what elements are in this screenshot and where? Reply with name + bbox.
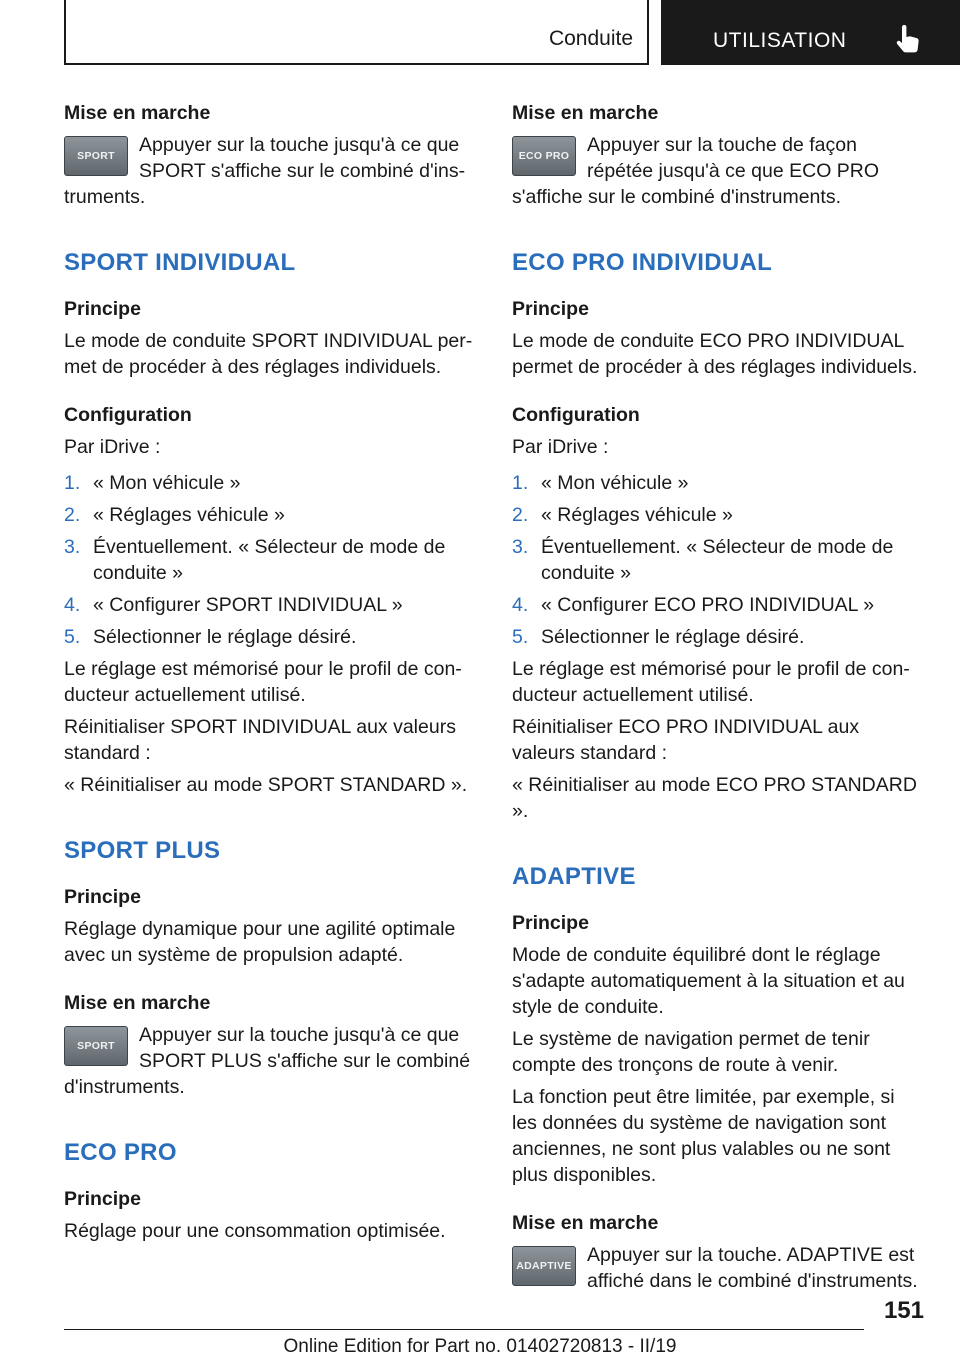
eco-pro-switch-on-text: Appuyer sur la touche de façon répétée jusqu'à ce que ECO PRO s'affiche sur le combiné d'instruments. xyxy=(512,134,880,208)
adaptive-limitation-text: La fonction peut être limitée, par exemple, si les données du système de navigation sont anciennes, ne sont plus valables ou ne sont plus disponibles. xyxy=(512,1086,895,1186)
sport-individual-principle-text: Le mode de conduite SPORT INDIVIDUAL permet de procéder à des réglages individuels. xyxy=(64,330,473,378)
eco-pro-button: ECO PRO xyxy=(512,136,576,176)
sport-reset-intro: Réinitialiser SPORT INDIVIDUAL aux valeurs standard : xyxy=(64,716,456,764)
list-item: 5. Sélectionner le réglage désiré. xyxy=(64,626,357,648)
heading-configuration-eco-pro: Configuration xyxy=(512,404,640,426)
section-title-eco-pro: ECO PRO xyxy=(64,1139,177,1166)
page-header xyxy=(64,0,960,65)
pointing-hand-icon xyxy=(895,25,921,55)
sport-button: SPORT xyxy=(64,1026,128,1066)
list-item: 1. « Mon véhicule » xyxy=(512,472,689,494)
section-title-adaptive: ADAPTIVE xyxy=(512,863,636,890)
config-intro-sport: Par iDrive : xyxy=(64,436,161,458)
eco-pro-reset-menu: « Réinitialiser au mode ECO PRO STANDARD ». xyxy=(512,774,917,822)
heading-principe-adaptive: Principe xyxy=(512,912,589,934)
adaptive-button: ADAPTIVE xyxy=(512,1246,576,1286)
heading-mise-en-marche-adaptive: Mise en marche xyxy=(512,1212,659,1234)
adaptive-navigation-text: Le système de navigation permet de tenir compte des tronçons de route à venir. xyxy=(512,1028,870,1076)
eco-pro-switch-on-block xyxy=(512,132,922,210)
heading-mise-en-marche-sport-plus: Mise en marche xyxy=(64,992,211,1014)
header-chapter-box xyxy=(661,0,960,65)
sport-profile-note: Le réglage est mémorisé pour le profil de conducteur actuellement utilisé. xyxy=(64,658,462,706)
config-steps-sport xyxy=(64,470,474,650)
sport-reset-menu: « Réinitialiser au mode SPORT STANDARD ». xyxy=(64,774,468,796)
section-title-sport-individual: SPORT INDIVIDUAL xyxy=(64,249,296,276)
adaptive-switch-on-text: Appuyer sur la touche. ADAPTIVE est affiché dans le combiné d'instruments. xyxy=(587,1244,918,1292)
heading-principe-eco-pro-individual: Principe xyxy=(512,298,589,320)
right-column xyxy=(512,100,922,1294)
list-item: 2. « Réglages véhicule » xyxy=(64,504,285,526)
left-column xyxy=(64,100,474,1244)
eco-pro-individual-principle-text: Le mode de conduite ECO PRO INDIVIDUAL permet de procéder à des réglages individuels. xyxy=(512,330,918,378)
list-item: 2. « Réglages véhicule » xyxy=(512,504,733,526)
sport-switch-on-block xyxy=(64,132,474,210)
header-section-box xyxy=(64,0,649,65)
page-number: 151 xyxy=(883,1297,924,1324)
adaptive-switch-on-block xyxy=(512,1242,922,1294)
list-item: 4. « Configurer SPORT INDIVIDUAL » xyxy=(64,594,403,616)
section-title-sport-plus: SPORT PLUS xyxy=(64,837,221,864)
config-intro-eco-pro: Par iDrive : xyxy=(512,436,609,458)
heading-mise-en-marche-sport: Mise en marche xyxy=(64,102,211,124)
sport-plus-switch-on-block xyxy=(64,1022,474,1100)
heading-configuration-sport: Configuration xyxy=(64,404,192,426)
header-section-title: Conduite xyxy=(548,27,633,50)
config-steps-eco-pro xyxy=(512,470,922,650)
header-chapter-title: UTILISATION xyxy=(713,29,847,52)
list-item: 5. Sélectionner le réglage désiré. xyxy=(512,626,805,648)
eco-pro-profile-note: Le réglage est mémorisé pour le profil de conducteur actuellement utilisé. xyxy=(512,658,910,706)
list-item: 1. « Mon véhicule » xyxy=(64,472,241,494)
heading-principe-sport-plus: Principe xyxy=(64,886,141,908)
heading-principe-eco-pro: Principe xyxy=(64,1188,141,1210)
heading-mise-en-marche-eco-pro: Mise en marche xyxy=(512,102,659,124)
adaptive-principle-text: Mode de conduite équilibré dont le réglage s'adapte automatiquement à la situation et au style de conduite. xyxy=(512,944,905,1018)
list-item: 3. Éventuellement. « Sélecteur de mode de conduite » xyxy=(512,536,894,584)
footer-divider xyxy=(64,1329,864,1330)
sport-switch-on-text: Appuyer sur la touche jusqu'à ce que SPORT s'affiche sur le combiné d'instruments. xyxy=(64,134,466,208)
sport-plus-switch-on-text: Appuyer sur la touche jusqu'à ce que SPORT PLUS s'affiche sur le combiné d'instruments. xyxy=(64,1024,471,1098)
list-item: 3. Éventuellement. « Sélecteur de mode de conduite » xyxy=(64,536,446,584)
section-title-eco-pro-individual: ECO PRO INDIVIDUAL xyxy=(512,249,773,276)
sport-plus-principle-text: Réglage dynamique pour une agilité optimale avec un système de propulsion adapté. xyxy=(64,918,456,966)
sport-button: SPORT xyxy=(64,136,128,176)
edition-footer: Online Edition for Part no. 01402720813 - II/19 xyxy=(283,1336,677,1357)
eco-pro-reset-intro: Réinitialiser ECO PRO INDIVIDUAL aux valeurs standard : xyxy=(512,716,860,764)
list-item: 4. « Configurer ECO PRO INDIVIDUAL » xyxy=(512,594,875,616)
eco-pro-principle-text: Réglage pour une consommation optimisée. xyxy=(64,1220,446,1242)
heading-principe-sport-individual: Principe xyxy=(64,298,141,320)
